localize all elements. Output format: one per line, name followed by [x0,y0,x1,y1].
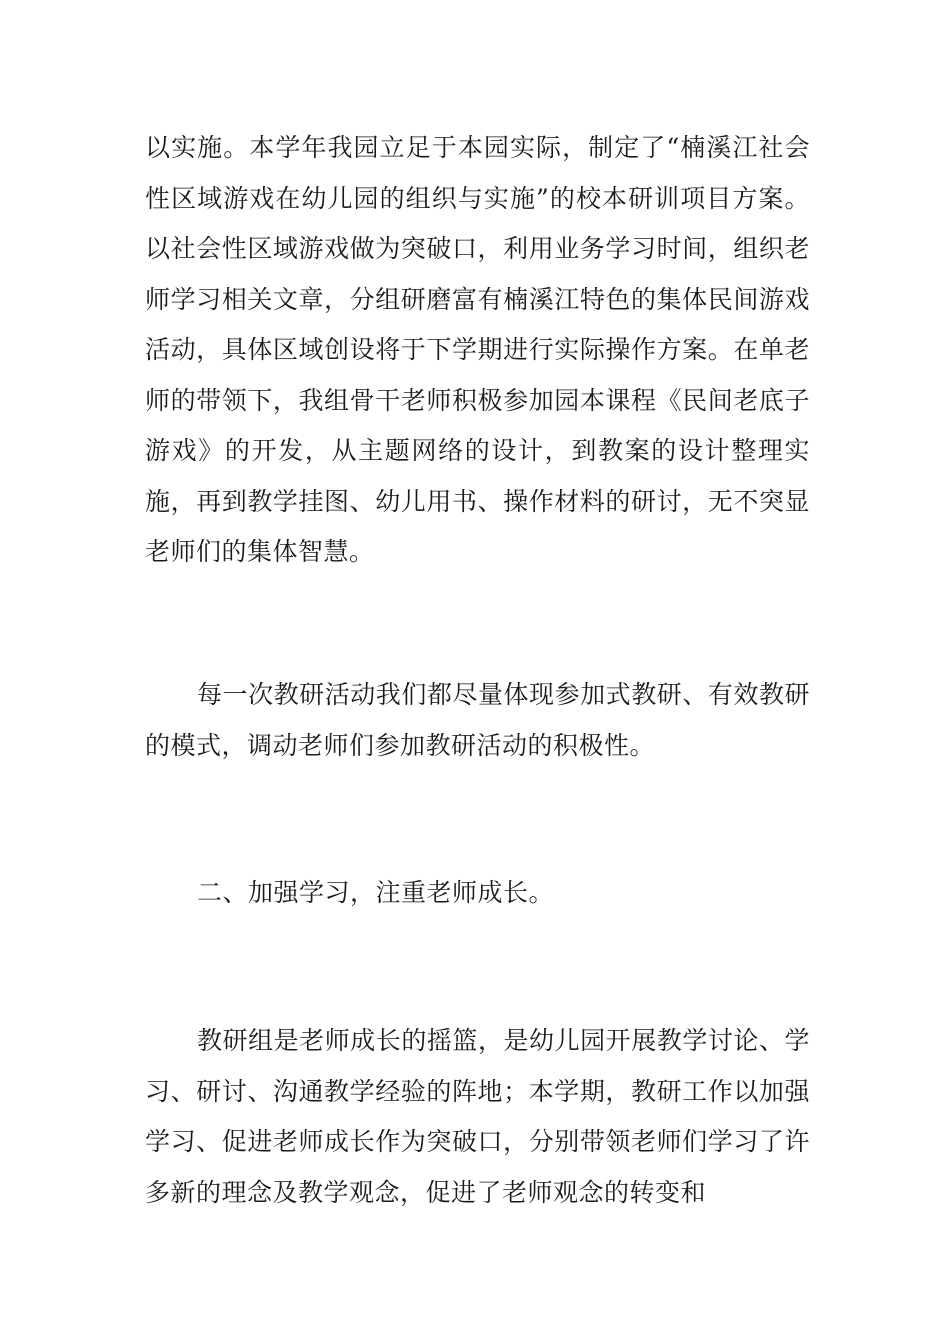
paragraph-research-mode: 每一次教研活动我们都尽量体现参加式教研、有效教研的模式，调动老师们参加教研活动的积极性。 [145,680,810,760]
paragraph-continuation: 以实施。本学年我园立足于本园实际，制定了“楠溪江社会性区域游戏在幼儿园的组织与实施”的校本研训项目方案。以社会性区域游戏做为突破口，利用业务学习时间，组织老师学习相关文章，分组研磨富有楠溪江特色的集体民间游戏活动，具体区域创设将于下学期进行实际操作方案。在单老师的带领下，我组骨干老师积极参加园本课程《民间老底子游戏》的开发，从主题网络的设计，到教案的设计整理实施，再到教学挂图、幼儿用书、操作材料的研讨，无不突显老师们的集体智慧。 [145,133,810,566]
paragraph-teacher-growth: 教研组是老师成长的摇篮，是幼儿园开展教学讨论、学习、研讨、沟通教学经验的阵地；本学期，教研工作以加强学习、促进老师成长作为突破口，分别带领老师们学习了许多新的理念及教学观念，促进了老师观念的转变和 [145,1026,810,1207]
section-heading: 二、加强学习，注重老师成长。 [197,878,555,907]
